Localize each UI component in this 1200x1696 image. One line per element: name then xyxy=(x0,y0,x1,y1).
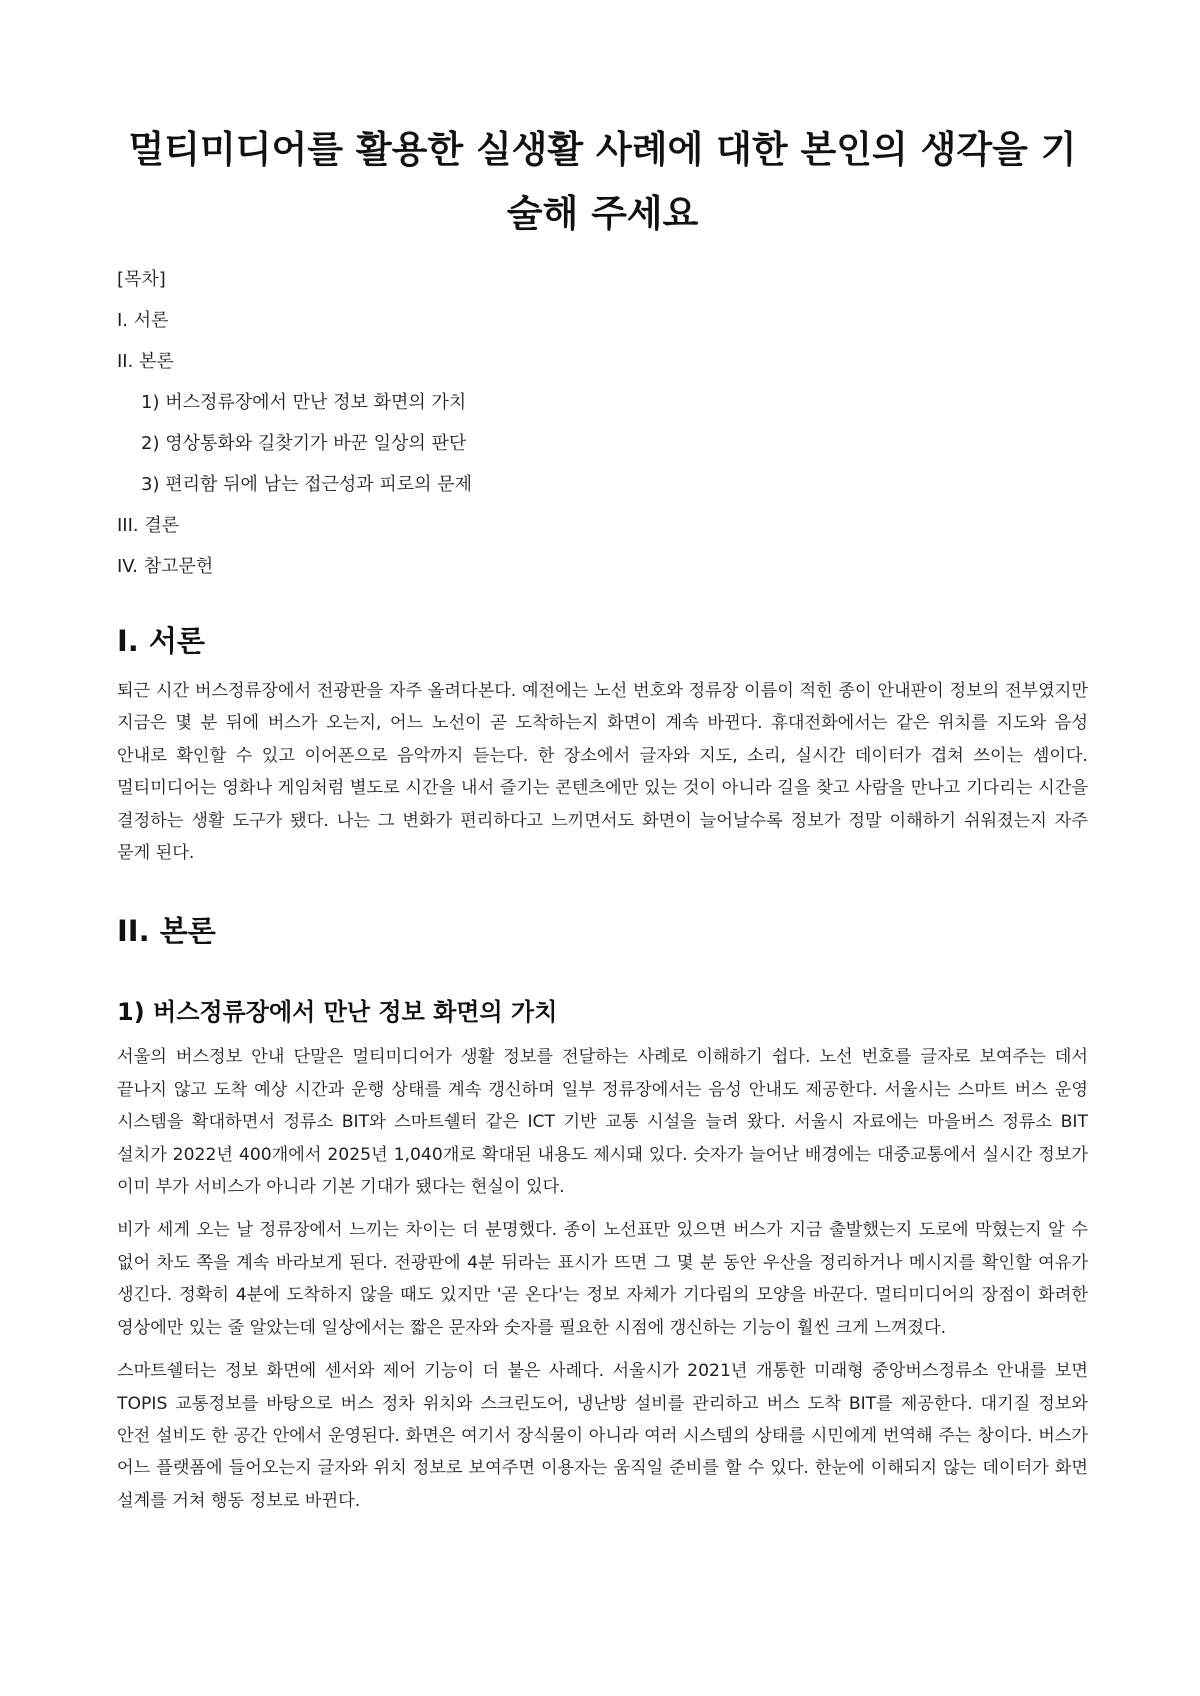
toc-item-body-1: 1) 버스정류장에서 만난 정보 화면의 가치 xyxy=(141,392,467,413)
intro-paragraph: 퇴근 시간 버스정류장에서 전광판을 자주 올려다본다. 예전에는 노선 번호와 정류장 이름이 적힌 종이 안내판이 정보의 전부였지만 지금은 몇 분 뒤에 버스가 오는지, 어느 노선이 곧 도착하는지 화면이 계속 바뀐다. 휴대전화에서는 같은 위치를 지도와 음성 안내로 확인할 수 있고 이어폰으로 음악까지 듣는다. 한 장소에서 글자와 지도, 소리, 실시간 데이터가 겹쳐 쓰이는 셈이다. 멀티미디어는 영화나 게임처럼 별도로 시간을 내서 즐기는 콘텐츠에만 있는 것이 아니라 길을 찾고 사람을 만나고 기다리는 시간을 결정하는 생활 도구가 됐다. 나는 그 변화가 편리하다고 느끼면서도 화면이 늘어날수록 정보가 정말 이해하기 쉬워졌는지 자주 묻게 된다. xyxy=(117,681,1088,864)
toc-label: [목차] xyxy=(117,269,166,290)
toc-item-body-3: 3) 편리함 뒤에 남는 접근성과 피로의 문제 xyxy=(141,474,473,495)
toc-item-body-2: 2) 영상통화와 길찾기가 바꾼 일상의 판단 xyxy=(141,433,467,454)
toc-item-body: II. 본론 xyxy=(117,351,174,372)
body-sub1-paragraph-1: 서울의 버스정보 안내 단말은 멀티미디어가 생활 정보를 전달하는 사례로 이해하기 쉽다. 노선 번호를 글자로 보여주는 데서 끝나지 않고 도착 예상 시간과 운행 상태를 계속 갱신하며 일부 정류장에서는 음성 안내도 제공한다. 서울시는 스마트 버스 운영 시스템을 확대하면서 정류소 BIT와 스마트쉘터 같은 ICT 기반 교통 시설을 늘려 왔다. 서울시 자료에는 마을버스 정류소 BIT 설치가 2022년 400개에서 2025년 1,040개로 확대된 내용도 제시돼 있다. 숫자가 늘어난 배경에는 대중교통에서 실시간 정보가 이미 부가 서비스가 아니라 기본 기대가 됐다는 현실이 있다. xyxy=(117,1047,1088,1198)
intro-heading: I. 서론 xyxy=(117,624,205,658)
body-sub1-heading: 1) 버스정류장에서 만난 정보 화면의 가치 xyxy=(117,998,558,1027)
toc-item-intro: I. 서론 xyxy=(117,310,169,331)
toc-item-conclusion: III. 결론 xyxy=(117,515,180,536)
table-of-contents xyxy=(117,268,1088,579)
body-heading: II. 본론 xyxy=(117,914,216,949)
toc-item-references: IV. 참고문헌 xyxy=(117,556,214,577)
document-title: 멀티미디어를 활용한 실생활 사례에 대한 본인의 생각을 기술해 주세요 xyxy=(128,128,1077,235)
body-sub1-paragraph-2: 비가 세게 오는 날 정류장에서 느끼는 차이는 더 분명했다. 종이 노선표만 있으면 버스가 지금 출발했는지 도로에 막혔는지 알 수 없어 차도 쪽을 계속 바라보게 된다. 전광판에 4분 뒤라는 표시가 뜨면 그 몇 분 동안 우산을 정리하거나 메시지를 확인할 여유가 생긴다. 정확히 4분에 도착하지 않을 때도 있지만 '곧 온다'는 정보 자체가 기다림의 모양을 바꾼다. 멀티미디어의 장점이 화려한 영상에만 있는 줄 알았는데 일상에서는 짧은 문자와 숫자를 필요한 시점에 갱신하는 기능이 훨씬 크게 느껴졌다. xyxy=(117,1220,1088,1338)
body-sub1-paragraph-3: 스마트쉘터는 정보 화면에 센서와 제어 기능이 더 붙은 사례다. 서울시가 2021년 개통한 미래형 중앙버스정류소 안내를 보면 TOPIS 교통정보를 바탕으로 버스 정차 위치와 스크린도어, 냉난방 설비를 관리하고 버스 도착 BIT를 제공한다. 대기질 정보와 안전 설비도 한 공간 안에서 운영된다. 화면은 여기서 장식물이 아니라 여러 시스템의 상태를 시민에게 번역해 주는 창이다. 버스가 어느 플랫폼에 들어오는지 글자와 위치 정보로 보여주면 이용자는 움직일 준비를 할 수 있다. 한눈에 이해되지 않는 데이터가 화면 설계를 거쳐 행동 정보로 바뀐다. xyxy=(117,1361,1088,1511)
